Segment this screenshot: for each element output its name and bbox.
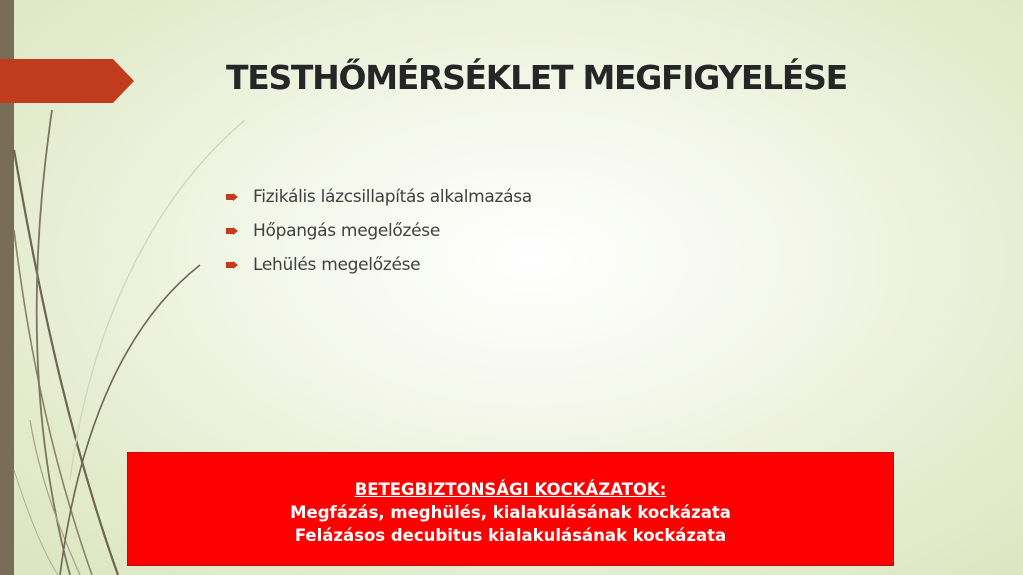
- risk-warning-box: [127, 452, 894, 566]
- risk-line: Megfázás, meghülés, kialakulásának kockázata: [290, 503, 731, 522]
- bullet-text: Fizikális lázcsillapítás alkalmazása: [253, 187, 532, 207]
- bullet-item: [226, 248, 532, 282]
- slide-title: TESTHŐMÉRSÉKLET MEGFIGYELÉSE: [226, 58, 847, 97]
- bullet-item: [226, 180, 532, 214]
- bullet-text: Lehülés megelőzése: [253, 255, 421, 275]
- title-accent-arrow: [0, 59, 134, 103]
- bullet-item: [226, 214, 532, 248]
- arrow-bullet-icon: [226, 261, 238, 269]
- arrow-bullet-icon: [226, 193, 238, 201]
- bullet-list: [226, 180, 532, 282]
- arrow-bullet-icon: [226, 227, 238, 235]
- risk-heading: BETEGBIZTONSÁGI KOCKÁZATOK:: [354, 480, 667, 499]
- risk-line: Felázásos decubitus kialakulásának kockázata: [294, 526, 727, 545]
- bullet-text: Hőpangás megelőzése: [253, 221, 441, 241]
